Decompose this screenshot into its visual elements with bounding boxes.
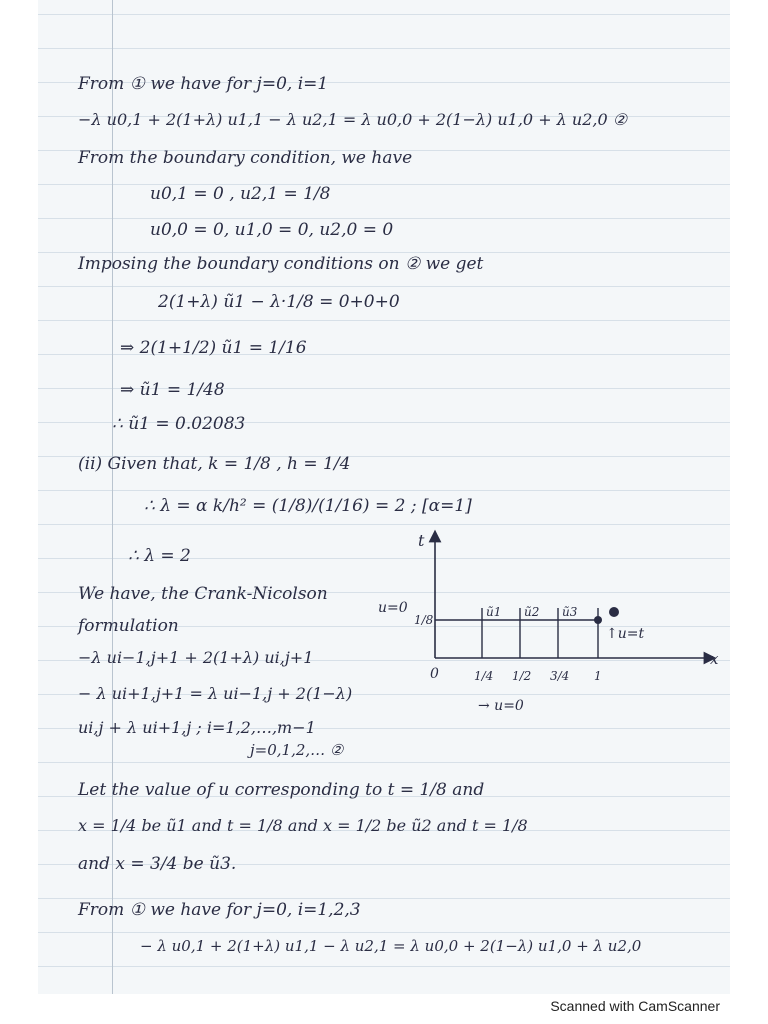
t-axis-label: t [418,531,425,550]
text-line-22: and x = 3/4 be ũ3. [78,854,237,874]
text-line-5: u0,0 = 0, u1,0 = 0, u2,0 = 0 [150,220,394,240]
text-line-2: −λ u0,1 + 2(1+λ) u1,1 − λ u2,1 = λ u0,0 + 2(1−λ) u1,0 + λ u2,0 ② [78,110,628,129]
left-boundary-label: u=0 [378,600,408,616]
text-line-10: ∴ ũ1 = 0.02083 [112,414,246,434]
text-line-19: j=0,1,2,… ② [250,741,344,759]
text-line-6: Imposing the boundary conditions on ② we get [78,254,484,274]
text-line-13: ∴ λ = 2 [128,546,191,566]
text-line-9: ⇒ ũ1 = 1/48 [120,380,225,400]
x-tick-3: 3/4 [550,669,570,683]
text-line-4: u0,1 = 0 , u2,1 = 1/8 [150,184,331,204]
left-t-value: 1/8 [414,613,434,627]
x-tick-2: 1/2 [512,669,532,683]
x-tick-4: 1 [594,669,602,683]
text-line-18: ui,j + λ ui+1,j ; i=1,2,…,m−1 [78,718,316,737]
text-line-21: x = 1/4 be ũ1 and t = 1/8 and x = 1/2 be ũ2 and t = 1/8 [78,816,528,835]
node-label-2: ũ2 [524,605,540,619]
text-line-11: (ii) Given that, k = 1/8 , h = 1/4 [78,454,351,474]
text-line-24: − λ u0,1 + 2(1+λ) u1,1 − λ u2,1 = λ u0,0 + 2(1−λ) u1,0 + λ u2,0 [140,937,642,955]
text-line-15: formulation [78,616,179,636]
text-line-16: −λ ui−1,j+1 + 2(1+λ) ui,j+1 [78,648,314,667]
text-line-7: 2(1+λ) ũ1 − λ·1/8 = 0+0+0 [158,292,400,312]
text-line-1: From ① we have for j=0, i=1 [78,74,329,94]
text-line-17: − λ ui+1,j+1 = λ ui−1,j + 2(1−λ) [78,684,353,703]
scanner-footer: Scanned with CamScanner [550,998,720,1014]
text-line-12: ∴ λ = α k/h² = (1/8)/(1/16) = 2 ; [α=1] [144,496,472,516]
text-line-20: Let the value of u corresponding to t = 1/8 and [78,780,485,800]
scribble-mark [609,607,619,617]
text-line-14: We have, the Crank-Nicolson [78,584,328,604]
text-line-3: From the boundary condition, we have [78,148,413,168]
node-label-1: ũ1 [486,605,502,619]
node-label-3: ũ3 [562,605,578,619]
node-dot [594,616,602,624]
x-tick-1: 1/4 [474,669,494,683]
text-line-8: ⇒ 2(1+1/2) ũ1 = 1/16 [120,338,307,358]
origin-label: 0 [430,666,439,682]
x-axis-label: x [710,650,719,668]
text-line-23: From ① we have for j=0, i=1,2,3 [78,900,361,920]
bottom-boundary-label: → u=0 [478,698,524,714]
grid-diagram [370,528,720,718]
right-boundary-label: ↑u=t [606,626,645,642]
